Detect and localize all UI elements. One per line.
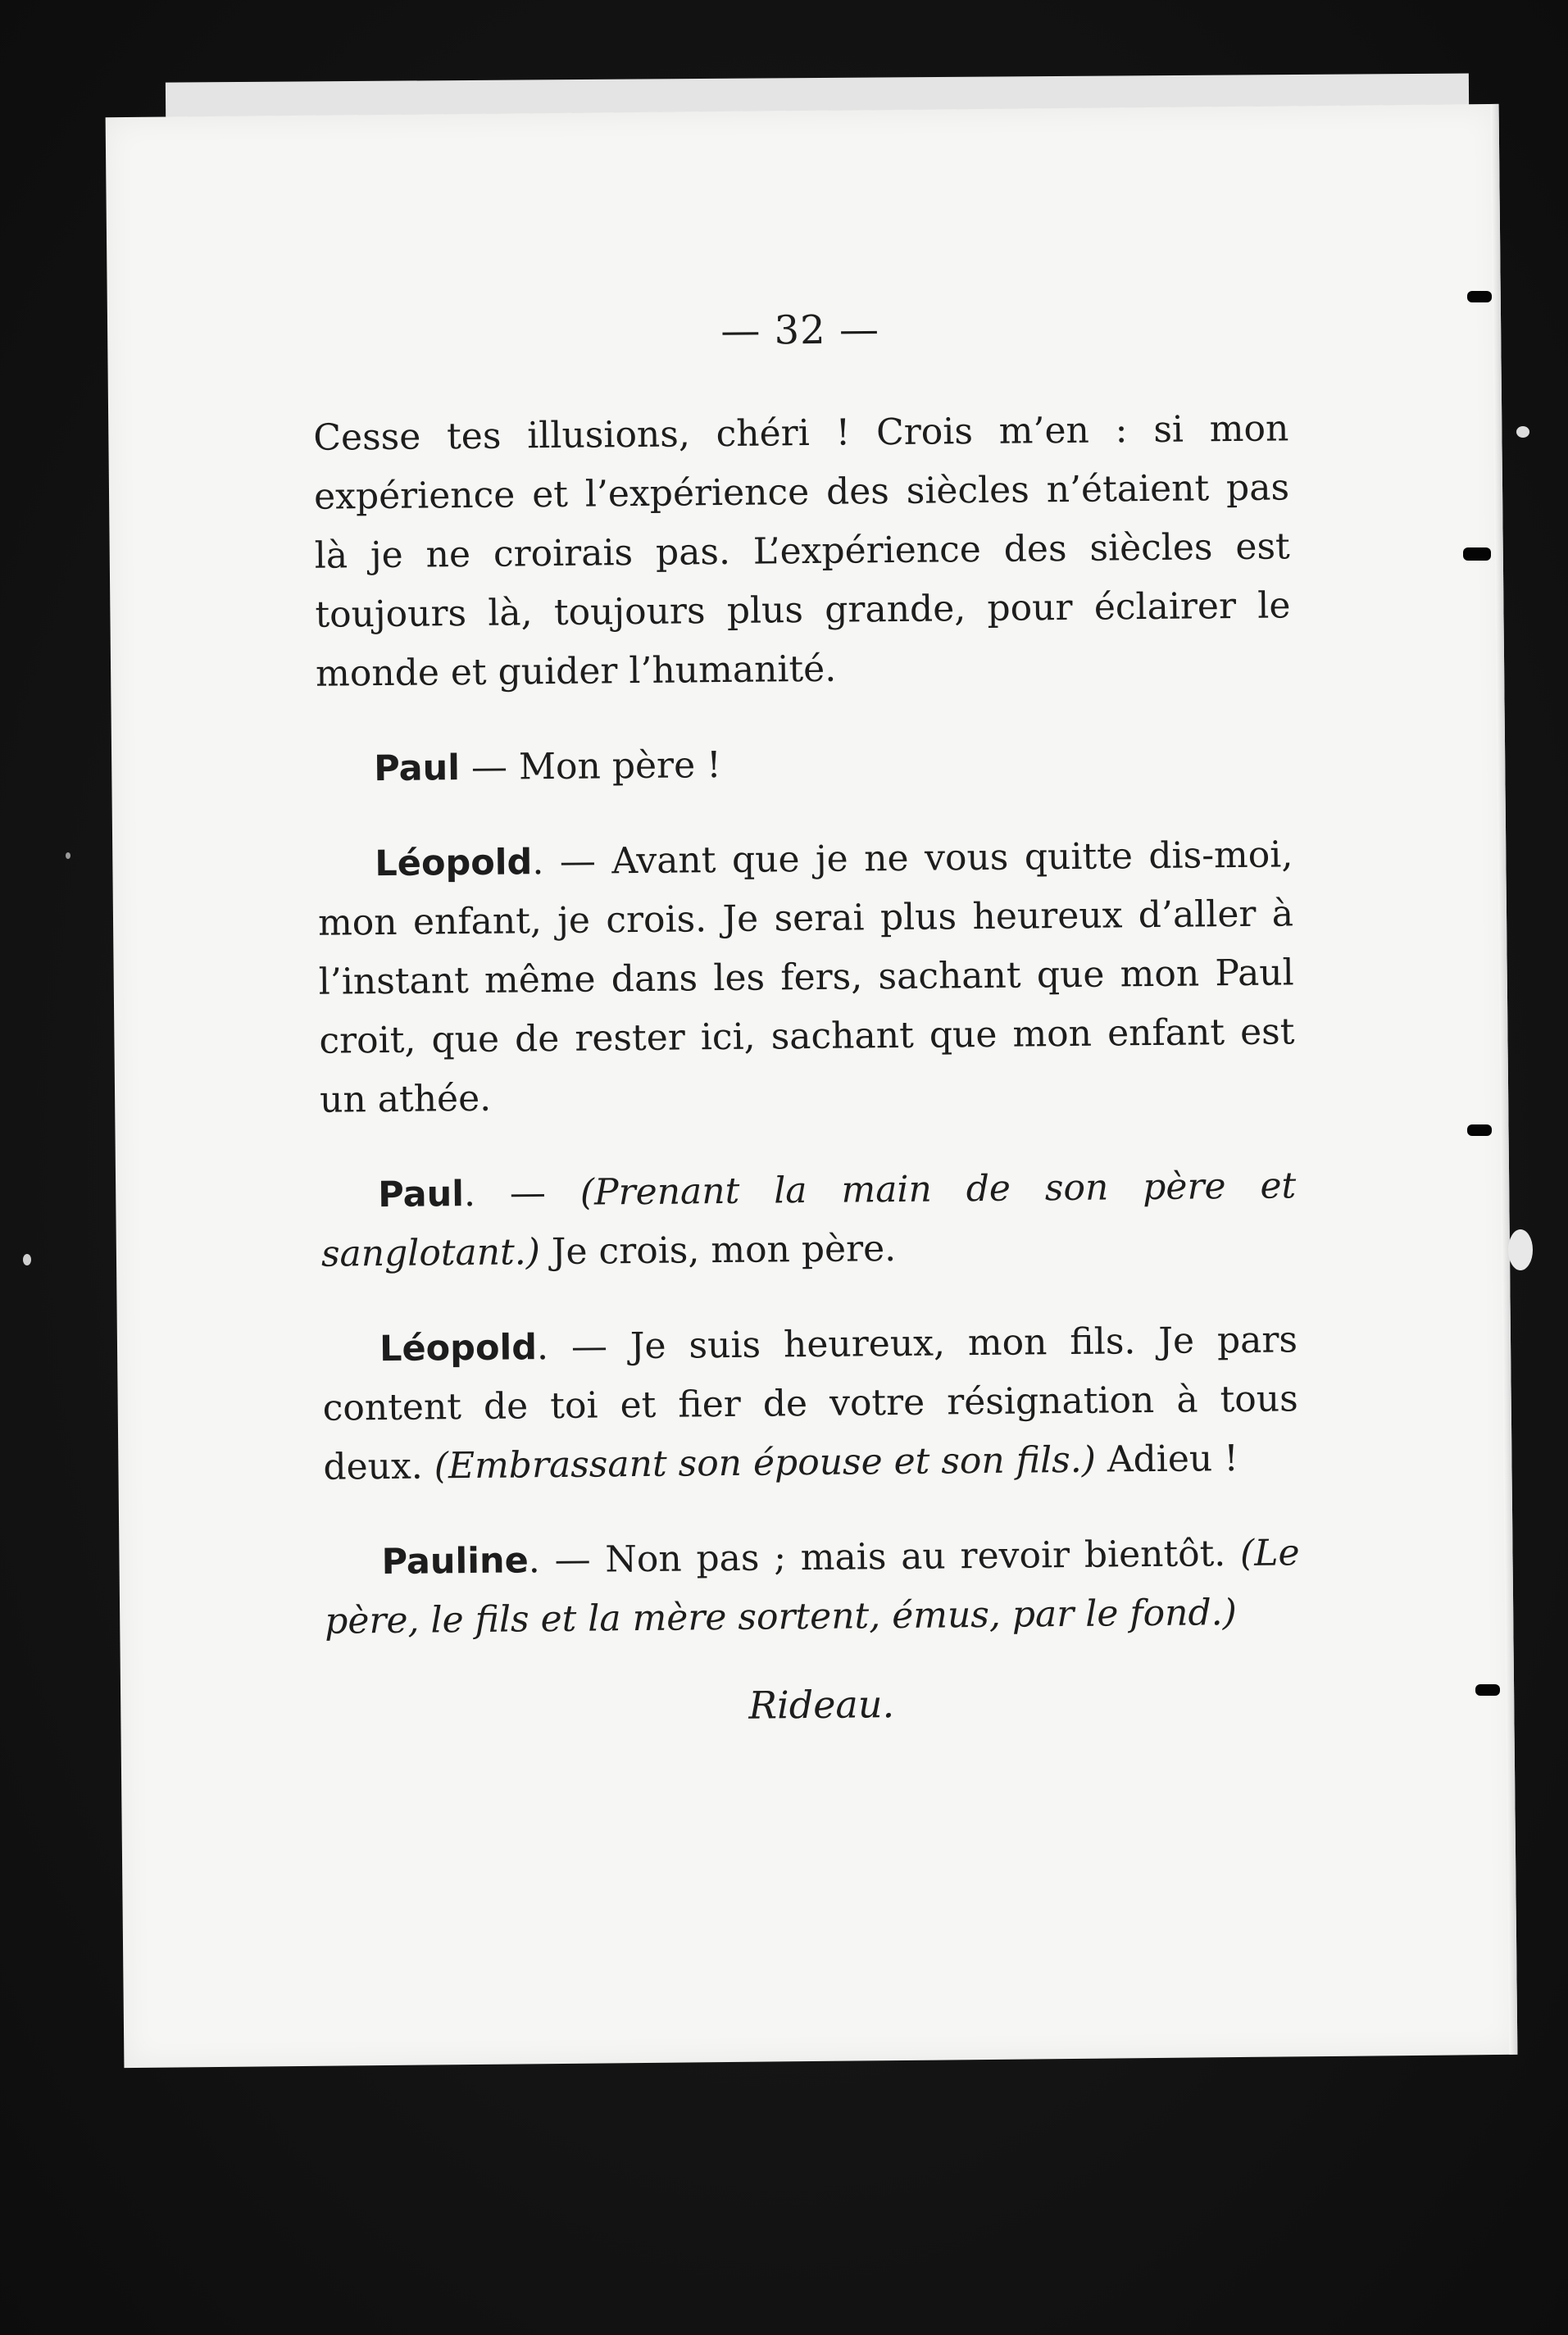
dust-speck (23, 1254, 31, 1265)
speaker-separator: . — (536, 1325, 631, 1369)
dialogue-paul-1 (316, 730, 1293, 798)
speaker-separator: — (459, 746, 520, 789)
dialogue-leopold-2 (322, 1311, 1299, 1497)
dialogue-text: Avant que je ne vous quitte dis-moi, mon enfant, je crois. Je serai plus heureux d’aller à l’instant même dans les fers, sachant que mon Paul croit, que de rester ici, sachant que mon enfant est un athée. (317, 834, 1295, 1121)
stage-direction: (Le père, le fils et la mère sortent, émus, par le fond.) (324, 1532, 1300, 1642)
stage-direction: (Prenant la main de son père et sanglotant.) (320, 1165, 1297, 1275)
dialogue-text: Non pas ; mais au revoir bientôt. (605, 1533, 1241, 1581)
paragraph-continuation (313, 399, 1291, 703)
book-page (106, 104, 1518, 2068)
speaker-separator: . — (463, 1171, 581, 1215)
dialogue-text: Mon père ! (518, 744, 722, 788)
page-content (312, 302, 1302, 1731)
speaker-separator: . — (532, 840, 612, 884)
dialogue-leopold-1 (317, 825, 1295, 1129)
dust-speck (1516, 426, 1529, 438)
closing-curtain: Rideau. (748, 1682, 895, 1728)
binding-mark (1463, 547, 1491, 561)
speaker-name: Léopold (379, 1327, 538, 1370)
speaker-separator: . — (528, 1538, 606, 1582)
light-flare (1508, 1229, 1533, 1270)
dialogue-pauline-1 (324, 1524, 1300, 1651)
binding-mark (1467, 291, 1492, 302)
dialogue-text: Je suis heureux, mon fils. Je pars content de toi et fier de votre résignation à tous deux. (322, 1319, 1298, 1488)
speaker-name: Paul (374, 747, 461, 790)
speaker-name: Léopold (375, 842, 533, 885)
dust-speck (66, 852, 70, 859)
page-number: — 32 — (720, 307, 880, 355)
binding-mark (1475, 1684, 1500, 1696)
speaker-name: Pauline (381, 1540, 529, 1583)
binding-mark (1467, 1124, 1492, 1136)
dialogue-text: Je crois, mon père. (539, 1228, 897, 1274)
stage-direction: (Embrassant son épouse et son fils.) (434, 1438, 1097, 1488)
dialogue-text-after: Adieu ! (1095, 1438, 1239, 1481)
dialogue-paul-2 (320, 1156, 1297, 1283)
page-edge (1491, 104, 1518, 2055)
speaker-name: Paul (378, 1174, 465, 1216)
paragraph-text: Cesse tes illusions, chéri ! Crois m’en : si mon expérience et l’expérience des siècles n’étaient pas là je ne croirais pas. L’expérience des siècles est toujours là, toujours plus grande, pour éclairer le monde et guider l’humanité. (313, 407, 1291, 695)
